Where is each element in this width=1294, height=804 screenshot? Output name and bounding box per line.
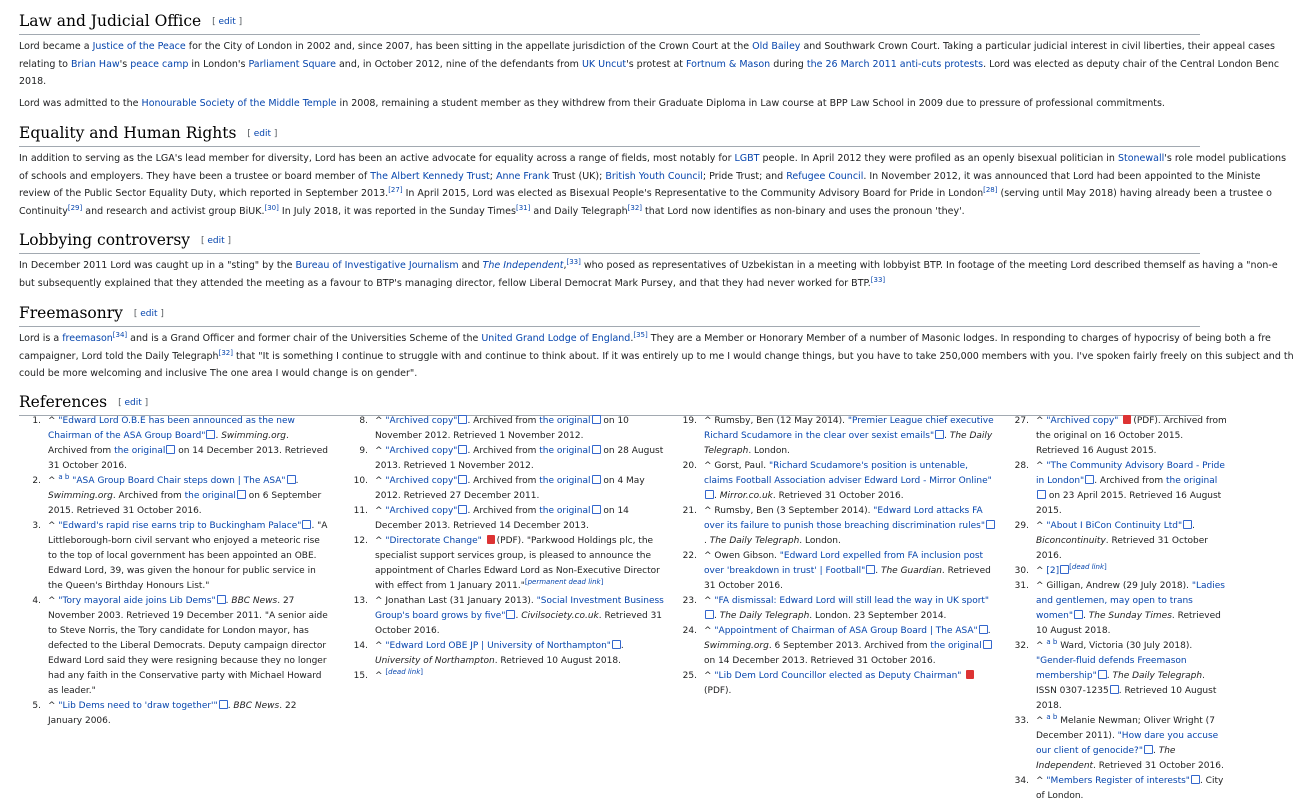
- external-link-icon: [612, 640, 621, 649]
- text-line: [19, 38, 1275, 56]
- text-segment: but subsequently explained that they attended the meeting as a favour to BTP's managing director, fellow Liberal Democrat Mark Pursey, and that they had never worked for BTP.: [19, 277, 871, 289]
- reference-item: [1007, 579, 1227, 639]
- section-title: References: [19, 393, 108, 411]
- reference-number: 2.: [32, 476, 41, 486]
- reference-item: [346, 639, 666, 669]
- backlink-caret[interactable]: ^: [48, 701, 56, 711]
- external-link-icon: [1144, 745, 1153, 754]
- text-line: 2018.: [19, 76, 47, 87]
- reference-link[interactable]: "FA dismissal: Edward Lord will still lead the way in UK sport": [714, 596, 990, 606]
- reference-link[interactable]: "Lib Dem Lord Councillor elected as Deputy Chairman": [714, 671, 962, 681]
- backlink-caret[interactable]: ^: [704, 596, 712, 606]
- external-link-icon: [1098, 670, 1107, 679]
- section-heading: [19, 227, 1200, 254]
- external-link-icon: [1060, 565, 1069, 574]
- reference-link[interactable]: "Edward's rapid rise earns trip to Buckingham Palace": [58, 521, 302, 531]
- text-segment: Continuity: [19, 205, 68, 217]
- reference-text: ^ "Lib Dems need to 'draw together'" . BBC News. 22 January 2006.: [48, 701, 297, 726]
- backlink-caret[interactable]: ^: [375, 596, 383, 606]
- text-segment: ;: [489, 170, 497, 182]
- text-segment: 's role model publications: [1164, 153, 1287, 164]
- text-segment: In April 2015, Lord was elected as Bisexual People's Representative to the Community Advisory Board for Pride in London: [402, 188, 984, 199]
- external-link-icon: [705, 490, 714, 499]
- text-line: [19, 203, 1200, 221]
- reference-link[interactable]: "Directorate Change": [385, 536, 482, 546]
- external-link-icon: [866, 565, 875, 574]
- text-segment: In December 2011 Lord was caught up in a "sting" by the: [19, 260, 296, 271]
- text-segment: Trust (UK);: [549, 170, 606, 182]
- paragraph: [19, 150, 1287, 220]
- reference-item: [19, 594, 331, 699]
- pdf-icon: [966, 670, 974, 679]
- wiki-link[interactable]: Old Bailey: [752, 41, 801, 52]
- wiki-link[interactable]: Anne Frank: [496, 170, 550, 182]
- reference-link[interactable]: [2]: [1046, 566, 1060, 576]
- reference-text: ^ "Edward Lord OBE JP | University of Northampton" . University of Northampton. Retrieved 10 August 2018.: [375, 641, 624, 666]
- reference-link[interactable]: the original: [539, 476, 591, 486]
- backlink-caret[interactable]: ^: [375, 641, 383, 651]
- text-segment: in London's: [188, 58, 249, 70]
- text-segment: ,: [563, 260, 567, 271]
- edit-section-link[interactable]: [ edit ]: [200, 236, 231, 246]
- text-line: [19, 348, 1294, 366]
- external-link-icon: [1037, 490, 1046, 499]
- text-segment: and research and activist group BiUK.: [82, 205, 265, 217]
- external-link-icon: [287, 475, 296, 484]
- wiki-link[interactable]: The Independent: [482, 260, 564, 271]
- backlink-caret[interactable]: ^: [48, 416, 56, 426]
- backlink-caret[interactable]: ^: [375, 446, 383, 456]
- backlink-caret[interactable]: ^: [1036, 776, 1044, 786]
- edit-section-link[interactable]: [ edit ]: [118, 398, 149, 408]
- reference-link[interactable]: "How dare you accuse our client of genocide?": [1036, 731, 1219, 756]
- references-column: [19, 414, 331, 729]
- reference-number: 25.: [682, 671, 697, 681]
- reference-number: 32.: [1014, 641, 1029, 651]
- reference-link[interactable]: "Tory mayoral aide joins Lib Dems": [58, 596, 216, 606]
- reference-number: 9.: [359, 446, 368, 456]
- wiki-link[interactable]: British Youth Council: [605, 170, 703, 182]
- reference-item: [19, 414, 331, 474]
- reference-item: [675, 669, 995, 699]
- text-line: [19, 275, 1200, 293]
- external-link-icon: [1110, 685, 1119, 694]
- text-segment: .: [630, 333, 634, 344]
- text-segment: for the City of London in 2002 and, since 2007, has been sitting in the appellate jurisdiction of the Crown Court at the: [185, 41, 753, 52]
- wiki-link[interactable]: The Albert Kennedy Trust: [370, 170, 490, 182]
- reference-link[interactable]: "Archived copy": [385, 416, 458, 426]
- reference-number: 20.: [682, 461, 697, 471]
- text-segment: Lord is a: [19, 333, 63, 344]
- backlink-caret[interactable]: ^: [1036, 461, 1044, 471]
- reference-item: [675, 594, 995, 624]
- reference-link[interactable]: "Edward Lord OBE JP | University of Northampton": [385, 641, 611, 651]
- references-column: [1007, 414, 1227, 804]
- reference-text: ^ Gilligan, Andrew (29 July 2018). "Ladies and gentlemen, may open to trans women" . The Sunday Times. Retrieved 10 August 2018.: [1036, 581, 1225, 636]
- reference-text: ^ "Lib Dem Lord Councillor elected as Deputy Chairman" (PDF).: [704, 671, 976, 696]
- text-segment: 's protest at: [626, 58, 687, 70]
- reference-text: ^ "Edward's rapid rise earns trip to Buckingham Palace" . "A Littleborough-born civil servant who enjoyed a meteoric rise to the top of local government has been appointed an OBE. Edward Lord, 39, was given the honour for public service in the Queen's Birthday Honours List.": [48, 521, 328, 591]
- reference-item: [346, 504, 666, 534]
- citation-link[interactable]: [32]: [627, 203, 643, 212]
- text-line: [19, 330, 1271, 348]
- text-segment: 's: [119, 58, 131, 70]
- reference-item: [346, 669, 666, 684]
- text-line: [19, 95, 1200, 113]
- backlink-caret[interactable]: ^: [48, 521, 56, 531]
- citation-link[interactable]: [28]: [983, 186, 998, 194]
- reference-number: 8.: [359, 416, 368, 426]
- reference-link[interactable]: "Lib Dems need to 'draw together'": [58, 701, 218, 711]
- external-link-icon: [935, 430, 944, 439]
- section-heading: [19, 300, 1200, 327]
- reference-number: 4.: [32, 596, 41, 606]
- citation-link[interactable]: [33]: [870, 275, 886, 284]
- external-link-icon: [592, 445, 601, 454]
- reference-item: [346, 444, 666, 474]
- wiki-link[interactable]: Bureau of Investigative Journalism: [295, 260, 459, 271]
- reference-link[interactable]: "Members Register of interests": [1046, 776, 1190, 786]
- citation-link[interactable]: [34]: [112, 331, 128, 339]
- section-title: Freemasonry: [19, 304, 123, 322]
- pdf-icon: [1123, 415, 1131, 424]
- backlink-caret[interactable]: ^ $^{a b}$: [1036, 638, 1058, 651]
- reference-item: [1007, 639, 1227, 714]
- reference-number: 11.: [353, 506, 368, 516]
- reference-text: ^ Gorst, Paul. "Richard Scudamore's position is untenable, claims Football Association adviser Edward Lord - Mirror Online". Mirror.co.uk. Retrieved 31 October 2016.: [704, 461, 992, 501]
- section-heading: [19, 120, 1200, 147]
- text-line: [19, 168, 1261, 186]
- section-law: [19, 8, 1280, 112]
- external-link-icon: [217, 595, 226, 604]
- edit-section-link[interactable]: [ edit ]: [133, 309, 164, 319]
- text-segment: of schools and employers. They have been a trustee or board member of: [19, 170, 371, 182]
- reference-text: ^ Rumsby, Ben (12 May 2014). "Premier League chief executive Richard Scudamore in the clear over sexist emails" . The Daily Telegraph. London.: [704, 416, 994, 456]
- backlink-caret[interactable]: ^: [704, 551, 712, 561]
- reference-number: 5.: [32, 701, 41, 711]
- section-lobbying: [19, 227, 1278, 292]
- reference-link[interactable]: "Archived copy": [1046, 416, 1119, 426]
- reference-item: [675, 459, 995, 504]
- reference-number: 1.: [32, 416, 41, 426]
- reference-number: 34.: [1014, 776, 1029, 786]
- reference-link[interactable]: "Premier League chief executive Richard Scudamore in the clear over sexist emails": [704, 416, 994, 441]
- reference-number: 12.: [353, 536, 368, 546]
- reference-text: ^ "Appointment of Chairman of ASA Group Board | The ASA" . Swimming.org. 6 September 2013. Archived from the original on 14 December 2013. Retrieved 31 October 2016.: [704, 626, 991, 666]
- reference-item: [1007, 519, 1227, 564]
- reference-item: [19, 699, 331, 729]
- backlink-caret[interactable]: ^ $^{a b}$: [48, 473, 70, 486]
- text-line: [19, 56, 1280, 74]
- backlink-caret[interactable]: ^: [704, 626, 712, 636]
- backlink-caret[interactable]: ^: [1036, 566, 1044, 576]
- section-equality: [19, 120, 1287, 220]
- backlink-caret[interactable]: ^: [704, 671, 712, 681]
- reference-item: [1007, 714, 1227, 774]
- external-link-icon: [1085, 475, 1094, 484]
- reference-link[interactable]: "Richard Scudamore's position is untenable, claims Football Association adviser Edward Lord - Mirror Online": [704, 461, 992, 486]
- reference-link[interactable]: "Edward Lord attacks FA over its failure to punish those breaching discrimination rules": [704, 506, 986, 531]
- reference-link[interactable]: "Archived copy": [385, 506, 458, 516]
- text-segment: review of the Public Sector Equality Duty, which reported in September 2013.: [19, 188, 389, 199]
- backlink-caret[interactable]: ^: [704, 416, 712, 426]
- reference-number: 27.: [1014, 416, 1029, 426]
- text-segment: who posed as representatives of Uzbekistan in a meeting with lobbyist BTP. In footage of the meeting Lord described themself as having a "non-e: [580, 260, 1278, 271]
- backlink-caret[interactable]: ^ $^{a b}$: [1036, 713, 1058, 726]
- section-references: [19, 389, 1200, 416]
- reference-text: ^ "About I BiCon Continuity Ltd" . Biconcontinuity. Retrieved 31 October 2016.: [1036, 521, 1208, 561]
- reference-link[interactable]: the original: [184, 491, 236, 501]
- reference-number: 33.: [1014, 716, 1029, 726]
- backlink-caret[interactable]: ^: [375, 536, 383, 546]
- citation-link[interactable]: [31]: [515, 203, 531, 212]
- wiki-link[interactable]: UK Uncut: [581, 58, 627, 70]
- reference-number: 29.: [1014, 521, 1029, 531]
- reference-text: ^ "FA dismissal: Edward Lord will still lead the way in UK sport". The Daily Telegraph. London. 23 September 2014.: [704, 596, 990, 621]
- reference-item: [1007, 414, 1227, 459]
- reference-item: [675, 624, 995, 669]
- reference-number: 24.: [682, 626, 697, 636]
- reference-item: [675, 414, 995, 459]
- paragraph: [19, 257, 1278, 292]
- reference-link[interactable]: the original: [539, 446, 591, 456]
- text-segment: and is a Grand Officer and former chair of the Universities Scheme of the: [127, 333, 482, 344]
- external-link-icon: [237, 490, 246, 499]
- wiki-link[interactable]: Honourable Society of the Middle Temple: [141, 97, 337, 109]
- reference-link[interactable]: "Gender-fluid defends Freemason membership": [1036, 656, 1187, 681]
- reference-item: [19, 474, 331, 519]
- wiki-link[interactable]: Refugee Council: [786, 170, 864, 182]
- reference-item: [346, 474, 666, 504]
- external-link-icon: [983, 640, 992, 649]
- external-link-icon: [979, 625, 988, 634]
- section-title: Lobbying controversy: [19, 231, 191, 249]
- citation-link[interactable]: [35]: [633, 331, 648, 339]
- section-freemasonry: [19, 300, 1294, 383]
- reference-item: [675, 549, 995, 594]
- text-segment: in 2008, remaining a student member as they withdrew from their Graduate Diploma in Law course at BPP Law School in 2009 due to pressure of professional commitments.: [336, 97, 1165, 109]
- citation-link[interactable]: [32]: [218, 348, 233, 357]
- reference-text: ^ Rumsby, Ben (3 September 2014). "Edward Lord attacks FA over its failure to punish those breaching discrimination rules". The Daily Telegraph. London.: [704, 506, 995, 546]
- text-segment: that Lord now identifies as non-binary and uses the pronoun 'they'.: [642, 205, 965, 217]
- wiki-link[interactable]: United Grand Lodge of England: [481, 333, 631, 344]
- reference-text: ^ "Tory mayoral aide joins Lib Dems" . BBC News. 27 November 2003. Retrieved 19 December 2011. "A senior aide to Steve Norris, the Tory candidate for London mayor, has defected to the Liberal Democrats. Deputy campaign director Edward Lord said they were resigning because they no longer had any faith in the Conservative party with Michael Howard as leader.": [48, 596, 328, 696]
- paragraph: [19, 330, 1294, 383]
- text-segment: relating to: [19, 58, 71, 70]
- reference-number: 3.: [32, 521, 41, 531]
- paragraph: [19, 38, 1280, 91]
- reference-link[interactable]: "ASA Group Board Chair steps down | The ASA": [72, 476, 286, 486]
- external-link-icon: [458, 475, 467, 484]
- backlink-caret[interactable]: ^: [375, 671, 383, 681]
- reference-text: ^ "Members Register of interests" . City of London.: [1036, 776, 1224, 801]
- backlink-caret[interactable]: ^: [375, 506, 383, 516]
- reference-item: [346, 594, 666, 639]
- reference-link[interactable]: the original: [1165, 476, 1218, 486]
- wiki-link[interactable]: Justice of the Peace: [92, 41, 186, 52]
- citation-link[interactable]: [27]: [388, 186, 403, 194]
- reference-text: ^ "Archived copy" . Archived from the original on 28 August 2013. Retrieved 1 November 2012.: [375, 446, 664, 471]
- text-segment: Lord was admitted to the: [19, 97, 142, 109]
- text-segment: (serving until May 2018) having already been a trustee o: [997, 188, 1272, 199]
- text-segment: campaigner, Lord told the Daily Telegraph: [19, 350, 219, 362]
- reference-text: ^ [dead link]: [375, 668, 423, 681]
- reference-link[interactable]: the original: [114, 446, 166, 456]
- text-line: [19, 185, 1272, 203]
- reference-link[interactable]: the original: [539, 416, 591, 426]
- reference-item: [1007, 564, 1227, 579]
- reference-number: 14.: [353, 641, 368, 651]
- external-link-icon: [1074, 610, 1083, 619]
- external-link-icon: [458, 415, 467, 424]
- external-link-icon: [705, 610, 714, 619]
- reference-number: 13.: [353, 596, 368, 606]
- text-segment: . In November 2012, it was announced that Lord had been appointed to the Ministe: [863, 170, 1261, 182]
- text-segment: that "It is something I continue to struggle with and continue to think about. If it was entirely up to me I would change things, but you have to take 250,000 members with you. I've spoken fairly freely on this subject and th: [232, 350, 1294, 362]
- pdf-icon: [487, 535, 495, 544]
- reference-number: 15.: [353, 671, 368, 681]
- backlink-caret[interactable]: ^: [704, 506, 712, 516]
- external-link-icon: [1191, 775, 1200, 784]
- citation-link[interactable]: [29]: [67, 203, 83, 212]
- references-column: [675, 414, 995, 699]
- reference-number: 31.: [1014, 581, 1029, 591]
- reference-text: ^ $^{a b}$ "ASA Group Board Chair steps down | The ASA" . Swimming.org. Archived from the original on 6 September 2015. Retrieved 31 October 2016.: [48, 473, 322, 516]
- text-line: [19, 150, 1287, 168]
- text-segment: . Lord was elected as deputy chair of the Central London Benc: [983, 58, 1280, 70]
- reference-text: ^ "Archived copy" . Archived from the original on 14 December 2013. Retrieved 14 December 2013.: [375, 506, 629, 531]
- backlink-caret[interactable]: ^: [375, 416, 383, 426]
- text-segment: ; Pride Trust; and: [702, 170, 787, 182]
- reference-item: [19, 519, 331, 594]
- text-segment: and: [458, 260, 483, 271]
- external-link-icon: [592, 475, 601, 484]
- external-link-icon: [219, 700, 228, 709]
- reference-item: [1007, 459, 1227, 519]
- citation-link[interactable]: [33]: [566, 258, 581, 266]
- text-segment: In July 2018, it was reported in the Sunday Times: [278, 205, 516, 217]
- reference-text: ^ [2] [dead link]: [1036, 563, 1107, 576]
- reference-item: [346, 414, 666, 444]
- citation-link[interactable]: [30]: [264, 203, 279, 212]
- reference-link[interactable]: "Ladies and gentlemen, may open to trans women": [1036, 581, 1225, 621]
- external-link-icon: [986, 520, 995, 529]
- backlink-caret[interactable]: ^: [704, 461, 712, 471]
- reference-text: ^ Jonathan Last (31 January 2013). "Social Investment Business Group's board grows by five" . Civilsociety.co.uk. Retrieved 31 October 2016.: [375, 596, 664, 636]
- reference-number: 28.: [1014, 461, 1029, 471]
- reference-item: [675, 504, 995, 549]
- external-link-icon: [592, 505, 601, 514]
- backlink-caret[interactable]: ^: [1036, 581, 1044, 591]
- reference-number: 21.: [682, 506, 697, 516]
- wiki-link[interactable]: LGBT: [734, 153, 760, 164]
- reference-link[interactable]: "Archived copy": [385, 476, 458, 486]
- reference-link[interactable]: "Appointment of Chairman of ASA Group Board | The ASA": [714, 626, 978, 636]
- reference-link[interactable]: "Edward Lord O.B.E has been announced as the new Chairman of the ASA Group Board": [48, 416, 295, 441]
- backlink-caret[interactable]: ^: [1036, 521, 1044, 531]
- reference-number: 10.: [353, 476, 368, 486]
- reference-link[interactable]: "Social Investment Business Group's board grows by five": [375, 596, 664, 621]
- reference-number: 30.: [1014, 566, 1029, 576]
- wiki-link[interactable]: Fortnum & Mason: [686, 58, 771, 70]
- paragraph: [19, 95, 1200, 113]
- text-segment: Lord became a: [19, 41, 93, 52]
- wiki-link[interactable]: the 26 March 2011 anti-cuts protests: [806, 58, 984, 70]
- reference-text: ^ "Edward Lord O.B.E has been announced as the new Chairman of the ASA Group Board" . Swimming.org. Archived from the original on 14 December 2013. Retrieved 31 October 2016.: [48, 416, 328, 471]
- external-link-icon: [206, 430, 215, 439]
- references-column: [346, 414, 666, 684]
- reference-text: ^ "Archived copy" . Archived from the original on 4 May 2012. Retrieved 27 December 2011.: [375, 476, 645, 501]
- wiki-link[interactable]: Brian Haw: [71, 58, 120, 70]
- section-heading: [19, 8, 1200, 35]
- backlink-caret[interactable]: ^: [48, 596, 56, 606]
- wiki-link[interactable]: freemason: [62, 333, 113, 344]
- section-title: Law and Judicial Office: [19, 12, 202, 30]
- external-link-icon: [166, 445, 175, 454]
- reference-link[interactable]: the original: [930, 641, 982, 651]
- reference-text: ^ "Archived copy" (PDF). Archived from the original on 16 October 2015. Retrieved 16 August 2015.: [1036, 416, 1227, 456]
- text-segment: In addition to serving as the LGA's lead member for diversity, Lord has been an active advocate for equality across a range of fields, most notably for: [19, 153, 735, 164]
- external-link-icon: [458, 445, 467, 454]
- wiki-link[interactable]: peace camp: [130, 58, 189, 70]
- reference-link[interactable]: "Archived copy": [385, 446, 458, 456]
- wiki-link[interactable]: Parliament Square: [248, 58, 336, 70]
- external-link-icon: [302, 520, 311, 529]
- reference-text: ^ "Archived copy" . Archived from the original on 10 November 2012. Retrieved 1 November 2012.: [375, 416, 629, 441]
- reference-text: ^ $^{a b}$ Ward, Victoria (30 July 2018). "Gender-fluid defends Freemason membership" . The Daily Telegraph. ISSN 0307-1235 . Retrieved 10 August 2018.: [1036, 638, 1217, 711]
- reference-text: ^ "The Community Advisory Board - Pride in London" . Archived from the original on 23 April 2015. Retrieved 16 August 2015.: [1036, 461, 1225, 516]
- text-segment: and Southwark Crown Court. Taking a particular judicial interest in civil liberties, their appeal cases: [800, 41, 1275, 52]
- reference-number: 23.: [682, 596, 697, 606]
- reference-text: ^ Owen Gibson. "Edward Lord expelled from FA inclusion post over 'breakdown in trust' | Football" . The Guardian. Retrieved 31 October 2016.: [704, 551, 991, 591]
- text-segment: during: [770, 58, 807, 70]
- reference-number: 22.: [682, 551, 697, 561]
- reference-number: 19.: [682, 416, 697, 426]
- edit-section-link[interactable]: [ edit ]: [212, 17, 243, 27]
- reference-link[interactable]: "About I BiCon Continuity Ltd": [1046, 521, 1183, 531]
- reference-link[interactable]: the original: [539, 506, 591, 516]
- reference-link[interactable]: "The Community Advisory Board - Pride in London": [1036, 461, 1225, 486]
- text-segment: They are a Member or Honorary Member of a number of Masonic lodges. In responding to charges of hypocrisy of being both a fre: [647, 333, 1271, 344]
- wiki-link[interactable]: Stonewall: [1117, 153, 1165, 164]
- backlink-caret[interactable]: ^: [1036, 416, 1044, 426]
- reference-text: ^ "Directorate Change" (PDF). "Parkwood Holdings plc, the specialist support services group, is pleased to announce the appointment of Charles Edward Lord as Non-Executive Director with effect from 1 January 2011."[permanent dead link]: [375, 536, 660, 591]
- text-segment: people. In April 2012 they were profiled as an openly bisexual politician in: [759, 153, 1118, 164]
- reference-link[interactable]: "Edward Lord expelled from FA inclusion post over 'breakdown in trust' | Football": [704, 551, 984, 576]
- backlink-caret[interactable]: ^: [375, 476, 383, 486]
- reference-item: [1007, 774, 1227, 804]
- text-line: [19, 257, 1278, 275]
- external-link-icon: [506, 610, 515, 619]
- reference-text: ^ $^{a b}$ Melanie Newman; Oliver Wright (7 December 2011). "How dare you accuse our client of genocide?" . The Independent. Retrieved 31 October 2016.: [1036, 713, 1224, 771]
- external-link-icon: [592, 415, 601, 424]
- text-segment: and Daily Telegraph: [530, 205, 628, 217]
- section-title: Equality and Human Rights: [19, 124, 237, 142]
- text-line: could be more welcoming and inclusive The one area I would change is on gender".: [19, 368, 418, 379]
- section-heading: [19, 389, 1200, 416]
- edit-section-link[interactable]: [ edit ]: [247, 129, 278, 139]
- text-segment: and, in October 2012, nine of the defendants from: [335, 58, 582, 70]
- external-link-icon: [458, 505, 467, 514]
- external-link-icon: [1183, 520, 1192, 529]
- reference-item: [346, 534, 666, 594]
